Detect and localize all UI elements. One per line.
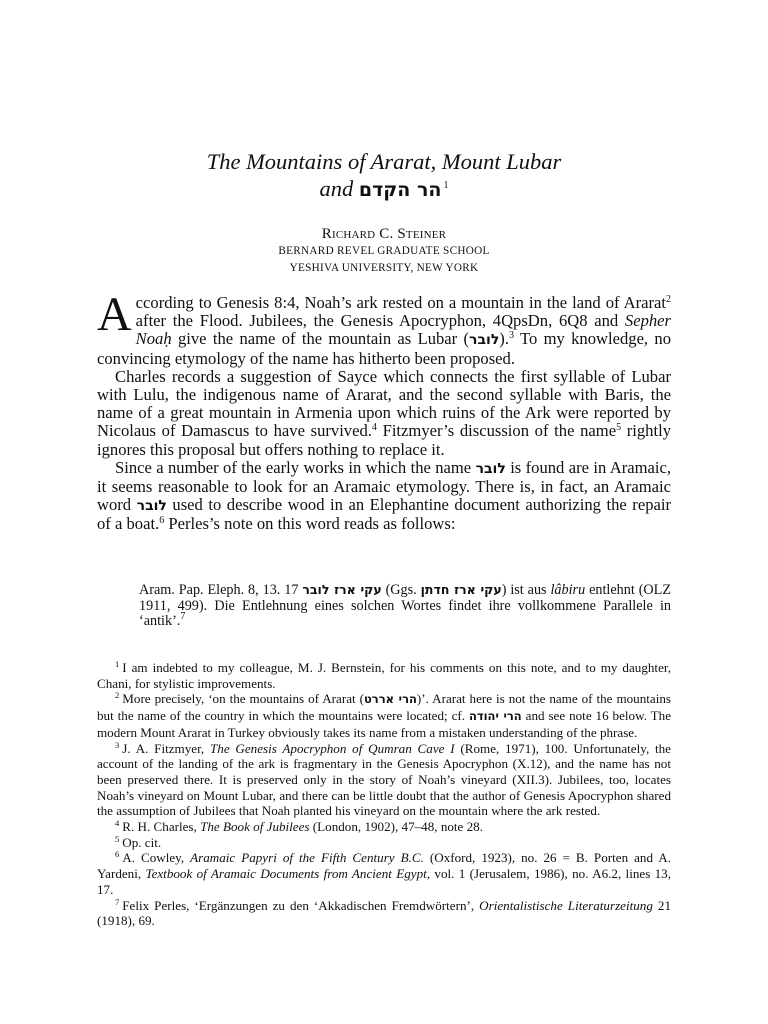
footnote-7: $^7$ Felix Perles, ‘Ergänzungen zu den ‘Akkadischen Fremdwörtern’, Orientalistische Literaturzeitung 21 (1918), 69. bbox=[97, 896, 671, 929]
author-affiliation-2: YESHIVA UNIVERSITY, NEW YORK bbox=[289, 261, 479, 274]
footnote-3: $^3$ J. A. Fitzmyer, The Genesis Apocryphon of Qumran Cave I (Rome, 1971), 100. Unfortunately, the account of the landing of the ark is fragmentary in the Genesis Apocryphon (X.12), and the name has not been preserved there. It is preserved only in the story of Noah’s vineyard (XII.3). Jubilees, too, locates Noah’s vineyard on Mount Lubar, and there can be little doubt that the author of Genesis Apocryphon shared the assumption of Jubilees that Noah planted his vineyard on the mountain where the ark rested. bbox=[97, 739, 671, 819]
title-line-2 bbox=[97, 174, 671, 202]
title-hebrew: הר הקדם bbox=[358, 179, 442, 201]
article-title bbox=[97, 150, 671, 202]
footnote-6: $^6$ A. Cowley, Aramaic Papyri of the Fifth Century B.C. (Oxford, 1923), no. 26 = B. Porten and A. Yardeni, Textbook of Aramaic Documents from Ancient Egypt, vol. 1 (Jerusalem, 1986), no. A6.2, lines 13, 17. bbox=[97, 849, 672, 897]
paragraph-1: According to Genesis 8:4, Noah’s ark rested on a mountain in the land of Ararat$^2$ after the Flood. Jubilees, the Genesis Apocryphon, 4QpsDn, 6Q8 and Sepher Noaḥ give the name of the mountain as Lubar (לובר).$^3$ To my knowledge, no convincing etymology of the name has hitherto been proposed. bbox=[97, 288, 671, 368]
footnote-1: $^1$ I am indebted to my colleague, M. J. Bernstein, for his comments on this note, and to my daughter, Chani, for stylistic improvements. bbox=[97, 659, 671, 691]
author-affiliation-1: BERNARD REVEL GRADUATE SCHOOL bbox=[278, 245, 490, 257]
footnote-ref-7: 7 bbox=[180, 611, 186, 623]
author-name: Richard C. Steiner bbox=[321, 226, 447, 242]
author-block bbox=[97, 226, 671, 276]
title-and: and bbox=[319, 176, 354, 201]
hebrew-lubar: לובר bbox=[475, 460, 506, 477]
footnote-2: $^2$ More precisely, ‘on the mountains of Ararat (הרי אררט)’. Ararat here is not the name of the mountains but the name of the country in which the mountains were located; cf. הרי יהודה and see note 16 below. The modern Mount Ararat in Turkey obviously takes its name from a mistaken understanding of the phrase. bbox=[97, 690, 672, 740]
title-footnote-marker: 1 bbox=[443, 180, 449, 191]
hebrew-lubar: לובר bbox=[136, 498, 167, 515]
hebrew-lubar: לובר bbox=[469, 332, 500, 349]
hebrew-quote-2: עקי ארז חדתן bbox=[420, 582, 502, 597]
body-text bbox=[97, 288, 672, 534]
footnote-ref-3: 3 bbox=[508, 330, 514, 342]
paragraph-2: Charles records a suggestion of Sayce which connects the first syllable of Lubar with Lulu, the indigenous name of Ararat, and the second syllable with Baris, the name of a great mountain in Armenia upon which ruins of the Ark were reported by Nicolaus of Damascus to have survived.$^4$ Fitzmyer’s discussion of the name$^5$ rightly ignores this proposal but offers nothing to replace it. bbox=[97, 366, 672, 459]
footnotes bbox=[97, 660, 671, 929]
footnote-4: $^4$ R. H. Charles, The Book of Jubilees (London, 1902), 47–48, note 28. bbox=[115, 818, 484, 835]
footnote-5: $^5$ Op. cit. bbox=[115, 833, 162, 850]
block-quote: Aram. Pap. Eleph. 8, 13. 17 עקי ארז לובר (Ggs. עקי ארז חדתן) ist aus lâbiru entlehnt (OLZ 1911, 499). Die Entlehnung eines solchen Wortes findet ihre vollkommene Parallele in ‘antik’.$^7$ bbox=[139, 582, 672, 630]
paragraph-3: Since a number of the early works in which the name לובר is found are in Aramaic, it seems reasonable to look for an Aramaic etymology. There is, in fact, an Aramaic word לובר used to describe wood in an Elephantine document authorizing the repair of a boat.$^6$ Perles’s note on this word reads as follows: bbox=[97, 457, 671, 534]
footnote-ref-2: 2 bbox=[666, 294, 671, 305]
footnote-ref-5: 5 bbox=[616, 422, 622, 434]
footnote-ref-6: 6 bbox=[159, 515, 165, 527]
footnote-ref-4: 4 bbox=[371, 422, 377, 434]
title-line-1: The Mountains of Ararat, Mount Lubar bbox=[206, 149, 562, 174]
hebrew-quote-1: עקי ארז לובר bbox=[302, 582, 382, 597]
drop-cap: A bbox=[97, 288, 132, 341]
